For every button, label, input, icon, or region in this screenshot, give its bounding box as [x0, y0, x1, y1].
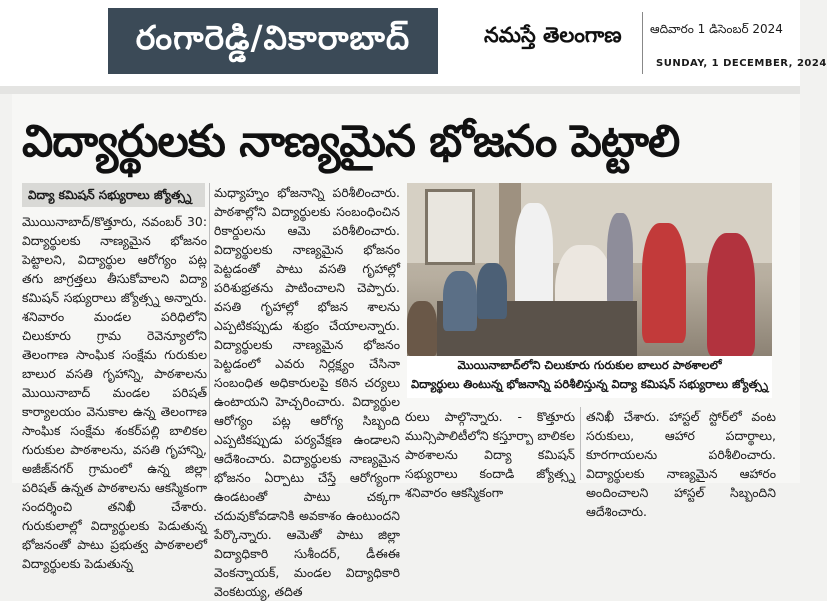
date-english: SUNDAY, 1 DECEMBER, 2024 [656, 58, 827, 69]
column-1-text: మొయినాబాద్/కొత్తూరు, నవంబర్ 30: విద్యార్థులకు నాణ్యమైన భోజనం పెట్టాలని, విద్యార్థుల ఆరోగ్యం పట్ల తగు జాగ్రత్తలు తీసుకోవాలని విద్యా కమిషన్ సభ్యురాలు జ్యోత్స్న అన్నారు. శనివారం మండల పరిధిలోని చిలుకూరు గ్రామ రెవెన్యూలోని తెలంగాణ సాంఘిక సంక్షేమ గురుకుల బాలుర వసతి గృహాన్ని, పాఠశాలను మొయినాబాద్ మండల పరిషత్ కార్యాలయం వెనుకాల ఉన్న తెలంగాణ సాంఘిక సంక్షేమ శంకర్‌పల్లి బాలికల గురుకుల పాఠశాలను, వసతి గృహాన్ని, అజీజ్‌నగర్ గ్రామంలో ఉన్న జిల్లా పరిషత్ ఉన్నత పాఠశాలను ఆకస్మికంగా సందర్శించి తనిఖీ చేశారు. గురుకులాల్లో విద్యార్థులకు పెడుతున్న భోజనంతో పాటు ప్రభుత్వ పాఠశాలలో విద్యార్థులకు పెడుతున్న [22, 214, 207, 571]
caption-line-1: మొయినాబాద్‌లోని చిలుకూరు గురుకుల బాలుర పాఠశాలలో [457, 358, 722, 372]
photo-person [607, 213, 633, 308]
column-2-text: మధ్యాహ్నం భోజనాన్ని పరిశీలించారు. పాఠశాల్లోని విద్యార్థులకు సంబంధించిన రికార్డులను ఆమె పరిశీలించారు. విద్యార్థులకు నాణ్యమైన భోజనం పెట్టడంతో పాటు వసతి గృహాల్లో పరిశుభ్రతను పాటించాలని చెప్పారు. వసతి గృహాల్లో భోజన శాలను ఎప్పటికప్పుడు శుభ్రం చేయాలన్నారు. విద్యార్థులకు నాణ్యమైన భోజనం పెట్టడంలో ఎవరు నిర్లక్ష్యం చేసినా సంబంధిత అధికారులపై కఠిన చర్యలు ఉంటాయని హెచ్చరించారు. విద్యార్థుల ఆరోగ్యం పట్ల ఆరోగ్య సిబ్బంది ఎప్పటికప్పుడు పర్యవేక్షణ ఉండాలని ఆదేశించారు. విద్యార్థులకు నాణ్యమైన భోజనం ఏర్పాటు చేస్తే ఆరోగ్యంగా ఉండటంతో పాటు చక్కగా చదువుకోవడానికి అవకాశం ఉంటుందని పేర్కొన్నారు. ఆమెతో పాటు జిల్లా విద్యాధికారి సుశీందర్, డీఈఈ వెంకన్నాయక్, మండల విద్యాధికారి వెంకటయ్య, తదిత [214, 185, 400, 599]
photo-person [642, 223, 686, 343]
photo-window [425, 189, 475, 265]
column-4-text: తనిఖీ చేశారు. హాస్టల్ స్టోర్‌లో వంట సరుకులు, ఆహార పదార్థాలు, కూరగాయలను పరిశీలించారు. విద్యార్థులకు నాణ్యమైన ఆహారం అందించాలని హాస్టల్ సిబ్బందిని ఆదేశించారు. [586, 409, 776, 519]
column-divider [580, 407, 581, 480]
masthead [0, 0, 827, 86]
article-byline: విద్యా కమిషన్ సభ్యురాలు జ్యోత్స్న [22, 183, 205, 207]
photo-person [707, 233, 755, 356]
masthead-divider [642, 12, 643, 74]
article-photo [407, 183, 772, 356]
column-divider [209, 183, 210, 478]
section-banner: రంగారెడ్డి/వికారాబాద్ [108, 8, 438, 74]
article-column-1 [22, 212, 207, 571]
article-column-2 [214, 183, 400, 599]
photo-student [407, 301, 437, 356]
column-3-text: రులు పాల్గొన్నారు. - కొత్తూరు మున్సిపాలిటీలోని కస్తూర్బా బాలికల పాఠశాలను విద్యా కమిషన్ సభ్యురాలు కందాడి జ్యోత్స్న శనివారం ఆకస్మికంగా [405, 409, 575, 500]
photo-student [443, 271, 477, 331]
caption-line-2: విద్యార్థులు తింటున్న భోజనాన్ని పరిశీలిస్తున్న విద్యా కమిషన్ సభ్యురాలు జ్యోత్స్న [410, 377, 769, 391]
photo-student [477, 263, 507, 319]
photo-caption [407, 356, 772, 398]
masthead-rule [0, 86, 800, 94]
article-column-4 [586, 407, 776, 519]
article-headline: విద్యార్థులకు నాణ్యమైన భోజనం పెట్టాలి [22, 116, 680, 167]
photo-person [515, 203, 553, 313]
date-telugu: ఆదివారం 1 డిసెంబర్ 2024 [650, 22, 783, 36]
article-column-3 [405, 407, 575, 500]
newspaper-name: నమస్తే తెలంగాణ [484, 22, 622, 47]
